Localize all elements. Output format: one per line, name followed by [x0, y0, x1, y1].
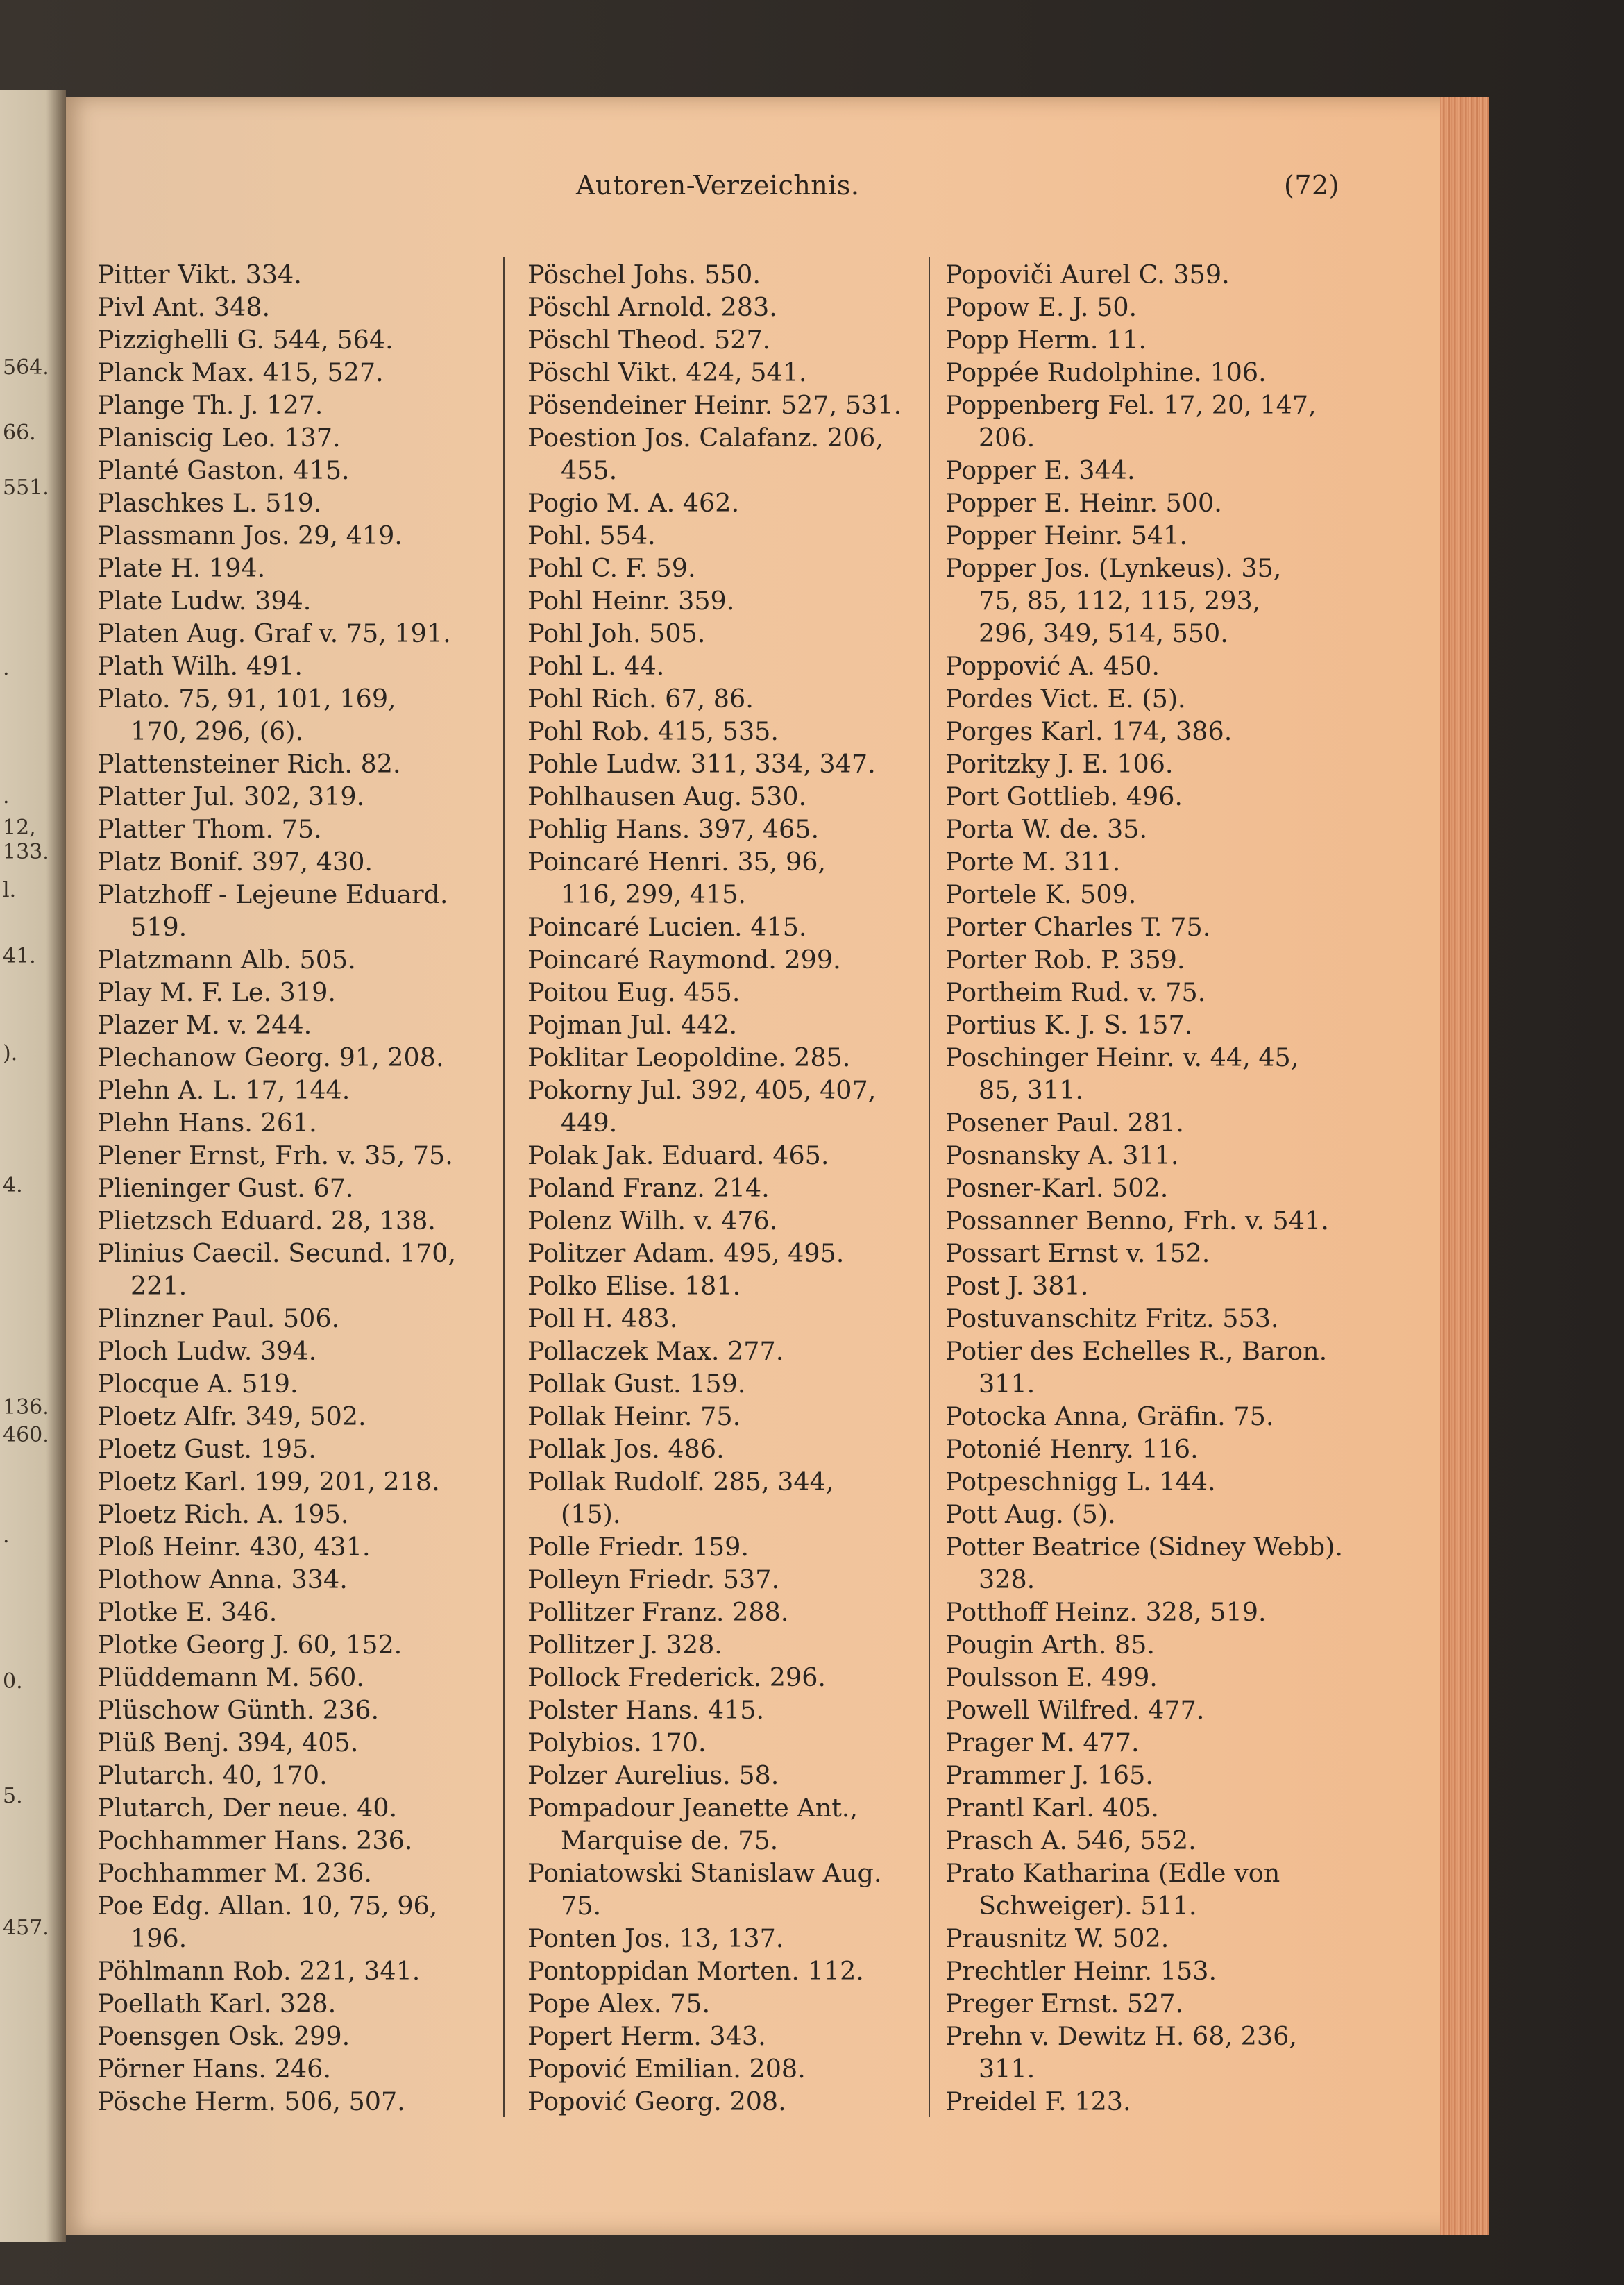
- index-entry: Pohle Ludw. 311, 334, 347.: [527, 749, 876, 779]
- index-entry: Poritzky J. E. 106.: [945, 749, 1174, 779]
- index-entry: Pohlhausen Aug. 530.: [527, 782, 807, 811]
- index-entry: Polster Hans. 415.: [527, 1695, 765, 1725]
- index-entry: Pohl L. 44.: [527, 651, 665, 681]
- index-entry: Planiscig Leo. 137.: [97, 423, 341, 453]
- index-entry: Plath Wilh. 491.: [97, 651, 303, 681]
- index-entry: Popper Jos. (Lynkeus). 35,: [945, 553, 1282, 583]
- index-entry: Planté Gaston. 415.: [97, 455, 350, 485]
- index-entry: Plener Ernst, Frh. v. 35, 75.: [97, 1140, 453, 1170]
- index-entry: Poniatowski Stanislaw Aug.: [527, 1858, 882, 1888]
- index-entry: Schweiger). 511.: [979, 1891, 1197, 1921]
- index-entry: Plaschkes L. 519.: [97, 488, 322, 518]
- index-entry: Ploetz Gust. 195.: [97, 1434, 316, 1464]
- index-entry: Popović Emilian. 208.: [527, 2054, 806, 2084]
- index-entry: Pollak Rudolf. 285, 344,: [527, 1467, 834, 1496]
- left-page-edge: [0, 90, 66, 2242]
- page-stack-edge: [1440, 97, 1489, 2235]
- index-column-1: [97, 258, 514, 2118]
- index-entry: Platz Bonif. 397, 430.: [97, 847, 373, 877]
- index-entry: Prantl Karl. 405.: [945, 1793, 1159, 1823]
- index-entry: 75, 85, 112, 115, 293,: [979, 586, 1261, 616]
- index-entry: Pörner Hans. 246.: [97, 2054, 331, 2084]
- left-page-fragment: 66.: [3, 421, 36, 445]
- index-entry: Platter Thom. 75.: [97, 814, 322, 844]
- index-entry: Pompadour Jeanette Ant.,: [527, 1793, 858, 1823]
- index-entry: Plato. 75, 91, 101, 169,: [97, 684, 396, 714]
- index-entry: Pohl Heinr. 359.: [527, 586, 735, 616]
- index-entry: Pope Alex. 75.: [527, 1989, 711, 2018]
- index-entry: Polleyn Friedr. 537.: [527, 1565, 780, 1594]
- index-entry: (15).: [561, 1499, 621, 1529]
- index-entry: Marquise de. 75.: [561, 1826, 779, 1855]
- index-entry: 85, 311.: [979, 1075, 1083, 1105]
- index-entry: Pott Aug. (5).: [945, 1499, 1116, 1529]
- index-entry: Polenz Wilh. v. 476.: [527, 1206, 778, 1236]
- index-entry: Play M. F. Le. 319.: [97, 977, 336, 1007]
- index-entry: Poulsson E. 499.: [945, 1662, 1158, 1692]
- index-entry: 206.: [979, 423, 1035, 453]
- index-entry: Pohl. 554.: [527, 521, 656, 550]
- index-entry: Pojman Jul. 442.: [527, 1010, 738, 1040]
- index-entry: Plinius Caecil. Secund. 170,: [97, 1238, 457, 1268]
- index-entry: Preidel F. 123.: [945, 2086, 1131, 2116]
- index-entry: Pösendeiner Heinr. 527, 531.: [527, 390, 902, 420]
- page-header: [0, 170, 1624, 205]
- index-entry: 75.: [561, 1891, 602, 1921]
- left-page-fragment: 551.: [3, 475, 49, 500]
- left-page-fragment: 460.: [3, 1423, 49, 1447]
- index-entry: Possart Ernst v. 152.: [945, 1238, 1210, 1268]
- index-entry: Plüddemann M. 560.: [97, 1662, 364, 1692]
- index-entry: Plüschow Günth. 236.: [97, 1695, 380, 1725]
- index-entry: Poppović A. 450.: [945, 651, 1160, 681]
- index-entry: Polak Jak. Eduard. 465.: [527, 1140, 829, 1170]
- index-entry: Porter Charles T. 75.: [945, 912, 1211, 942]
- page-title: Autoren-Verzeichnis.: [576, 170, 860, 201]
- index-entry: Popović Georg. 208.: [527, 2086, 786, 2116]
- index-entry: Poitou Eug. 455.: [527, 977, 741, 1007]
- index-entry: Plehn A. L. 17, 144.: [97, 1075, 350, 1105]
- index-entry: Ploch Ludw. 394.: [97, 1336, 317, 1366]
- index-entry: Pokorny Jul. 392, 405, 407,: [527, 1075, 877, 1105]
- index-entry: Pougin Arth. 85.: [945, 1630, 1155, 1660]
- index-entry: Popper Heinr. 541.: [945, 521, 1187, 550]
- index-entry: Poincaré Lucien. 415.: [527, 912, 807, 942]
- index-entry: Pöschl Arnold. 283.: [527, 292, 777, 322]
- index-entry: Pitter Vikt. 334.: [97, 260, 302, 289]
- index-entry: Portheim Rud. v. 75.: [945, 977, 1206, 1007]
- index-entry: Posener Paul. 281.: [945, 1108, 1184, 1138]
- index-entry: Poestion Jos. Calafanz. 206,: [527, 423, 883, 453]
- index-entry: Prager M. 477.: [945, 1728, 1140, 1757]
- left-page-fragment: 5.: [3, 1784, 23, 1808]
- index-entry: Platzhoff - Lejeune Eduard.: [97, 879, 448, 909]
- index-entry: 170, 296, (6).: [130, 716, 304, 746]
- index-entry: Pohlig Hans. 397, 465.: [527, 814, 820, 844]
- left-page-fragment: 0.: [3, 1669, 23, 1694]
- index-entry: Porte M. 311.: [945, 847, 1121, 877]
- index-entry: 116, 299, 415.: [561, 879, 747, 909]
- index-entry: Popert Herm. 343.: [527, 2021, 766, 2051]
- index-entry: Potter Beatrice (Sidney Webb).: [945, 1532, 1343, 1562]
- index-entry: Poppenberg Fel. 17, 20, 147,: [945, 390, 1317, 420]
- index-entry: Portele K. 509.: [945, 879, 1137, 909]
- index-entry: Plieninger Gust. 67.: [97, 1173, 354, 1203]
- index-entry: Pöschl Vikt. 424, 541.: [527, 357, 807, 387]
- index-entry: Plotke Georg J. 60, 152.: [97, 1630, 403, 1660]
- index-entry: Plate Ludw. 394.: [97, 586, 312, 616]
- index-entry: Postuvanschitz Fritz. 553.: [945, 1304, 1279, 1333]
- index-column-3: [945, 258, 1362, 2118]
- index-entry: Pochhammer M. 236.: [97, 1858, 372, 1888]
- index-entry: 311.: [979, 1369, 1035, 1399]
- index-entry: Plutarch. 40, 170.: [97, 1760, 328, 1790]
- index-entry: Potocka Anna, Gräfin. 75.: [945, 1401, 1274, 1431]
- index-entry: Pordes Vict. E. (5).: [945, 684, 1186, 714]
- index-entry: Plotke E. 346.: [97, 1597, 278, 1627]
- index-entry: Porges Karl. 174, 386.: [945, 716, 1233, 746]
- index-entry: Plange Th. J. 127.: [97, 390, 323, 420]
- index-entry: Pollitzer Franz. 288.: [527, 1597, 789, 1627]
- index-entry: Ploetz Alfr. 349, 502.: [97, 1401, 366, 1431]
- index-entry: Pohl C. F. 59.: [527, 553, 696, 583]
- left-page-fragment: .: [3, 784, 10, 809]
- index-entry: Prasch A. 546, 552.: [945, 1826, 1196, 1855]
- index-entry: Prechtler Heinr. 153.: [945, 1956, 1217, 1986]
- index-entry: Poll H. 483.: [527, 1304, 678, 1333]
- index-entry: 328.: [979, 1565, 1035, 1594]
- index-entry: Popp Herm. 11.: [945, 325, 1147, 355]
- index-entry: Pollitzer J. 328.: [527, 1630, 722, 1660]
- index-entry: Pöhlmann Rob. 221, 341.: [97, 1956, 421, 1986]
- index-entry: Plinzner Paul. 506.: [97, 1304, 340, 1333]
- index-entry: Potier des Echelles R., Baron.: [945, 1336, 1328, 1366]
- index-entry: Plüß Benj. 394, 405.: [97, 1728, 359, 1757]
- index-entry: Powell Wilfred. 477.: [945, 1695, 1205, 1725]
- index-entry: 455.: [561, 455, 618, 485]
- index-entry: Pontoppidan Morten. 112.: [527, 1956, 864, 1986]
- index-entry: Pivl Ant. 348.: [97, 292, 271, 322]
- index-entry: Pollaczek Max. 277.: [527, 1336, 784, 1366]
- index-entry: 196.: [130, 1923, 187, 1953]
- index-entry: Polle Friedr. 159.: [527, 1532, 749, 1562]
- index-entry: Poellath Karl. 328.: [97, 1989, 337, 2018]
- index-entry: Plazer M. v. 244.: [97, 1010, 312, 1040]
- left-page-fragment: ).: [3, 1041, 18, 1065]
- index-entry: Pöschl Theod. 527.: [527, 325, 771, 355]
- index-entry: Pochhammer Hans. 236.: [97, 1826, 413, 1855]
- index-entry: Potpeschnigg L. 144.: [945, 1467, 1216, 1496]
- index-entry: Platen Aug. Graf v. 75, 191.: [97, 618, 451, 648]
- index-entry: Popow E. J. 50.: [945, 292, 1137, 322]
- index-entry: Prehn v. Dewitz H. 68, 236,: [945, 2021, 1297, 2051]
- left-page-fragment: 457.: [3, 1916, 49, 1940]
- index-entry: Ploetz Karl. 199, 201, 218.: [97, 1467, 440, 1496]
- index-entry: Ploetz Rich. A. 195.: [97, 1499, 349, 1529]
- index-entry: Post J. 381.: [945, 1271, 1089, 1301]
- index-entry: Poschinger Heinr. v. 44, 45,: [945, 1043, 1299, 1072]
- left-page-fragment: .: [3, 656, 10, 680]
- left-page-fragment: 12, 133.: [3, 816, 49, 864]
- index-entry: Platzmann Alb. 505.: [97, 945, 356, 975]
- index-entry: Plassmann Jos. 29, 419.: [97, 521, 403, 550]
- index-entry: Pizzighelli G. 544, 564.: [97, 325, 394, 355]
- index-entry: Pollak Jos. 486.: [527, 1434, 725, 1464]
- index-entry: Port Gottlieb. 496.: [945, 782, 1183, 811]
- index-entry: Plechanow Georg. 91, 208.: [97, 1043, 444, 1072]
- index-entry: Popper E. Heinr. 500.: [945, 488, 1222, 518]
- index-entry: Planck Max. 415, 527.: [97, 357, 384, 387]
- index-entry: Polko Elise. 181.: [527, 1271, 741, 1301]
- index-entry: Pohl Rich. 67, 86.: [527, 684, 754, 714]
- index-entry: 296, 349, 514, 550.: [979, 618, 1228, 648]
- index-entry: Polzer Aurelius. 58.: [527, 1760, 779, 1790]
- index-entry: Possanner Benno, Frh. v. 541.: [945, 1206, 1329, 1236]
- index-entry: Pöschel Johs. 550.: [527, 260, 761, 289]
- index-entry: 311.: [979, 2054, 1035, 2084]
- index-entry: Plehn Hans. 261.: [97, 1108, 317, 1138]
- index-entry: Politzer Adam. 495, 495.: [527, 1238, 845, 1268]
- index-entry: Porta W. de. 35.: [945, 814, 1148, 844]
- index-entry: Pollak Heinr. 75.: [527, 1401, 741, 1431]
- index-entry: Plate H. 194.: [97, 553, 266, 583]
- index-entry: Posner-Karl. 502.: [945, 1173, 1169, 1203]
- index-entry: Plutarch, Der neue. 40.: [97, 1793, 398, 1823]
- index-entry: Preger Ernst. 527.: [945, 1989, 1184, 2018]
- index-entry: Platter Jul. 302, 319.: [97, 782, 365, 811]
- index-entry: Plocque A. 519.: [97, 1369, 298, 1399]
- index-entry: Polybios. 170.: [527, 1728, 707, 1757]
- index-entry: Popper E. 344.: [945, 455, 1135, 485]
- index-entry: Pohl Rob. 415, 535.: [527, 716, 779, 746]
- index-entry: Portius K. J. S. 157.: [945, 1010, 1193, 1040]
- index-entry: Pollock Frederick. 296.: [527, 1662, 827, 1692]
- index-entry: Popoviči Aurel C. 359.: [945, 260, 1230, 289]
- index-entry: Plattensteiner Rich. 82.: [97, 749, 401, 779]
- page-number: (72): [1284, 170, 1340, 201]
- index-entry: Plietzsch Eduard. 28, 138.: [97, 1206, 436, 1236]
- left-page-fragment: 564.: [3, 355, 49, 380]
- index-entry: Poincaré Raymond. 299.: [527, 945, 841, 975]
- left-page-fragment: l.: [3, 878, 17, 902]
- index-entry: Poppée Rudolphine. 106.: [945, 357, 1267, 387]
- index-entry: Pohl Joh. 505.: [527, 618, 706, 648]
- index-entry: Prato Katharina (Edle von: [945, 1858, 1280, 1888]
- index-column-2: [527, 258, 944, 2118]
- index-entry: Poland Franz. 214.: [527, 1173, 770, 1203]
- index-entry: Posnansky A. 311.: [945, 1140, 1179, 1170]
- left-page-fragment: .: [3, 1524, 10, 1548]
- index-entry: 519.: [130, 912, 187, 942]
- index-entry: Pollak Gust. 159.: [527, 1369, 746, 1399]
- left-page-fragment: 136.: [3, 1395, 49, 1419]
- left-page-fragment: 4.: [3, 1173, 23, 1197]
- index-entry: Potthoff Heinz. 328, 519.: [945, 1597, 1267, 1627]
- index-entry: Ponten Jos. 13, 137.: [527, 1923, 784, 1953]
- index-entry: Prausnitz W. 502.: [945, 1923, 1169, 1953]
- index-entry: Pogio M. A. 462.: [527, 488, 740, 518]
- index-entry: 221.: [130, 1271, 187, 1301]
- index-entry: Porter Rob. P. 359.: [945, 945, 1185, 975]
- index-entry: Poincaré Henri. 35, 96,: [527, 847, 827, 877]
- index-entry: Ploß Heinr. 430, 431.: [97, 1532, 371, 1562]
- index-entry: Prammer J. 165.: [945, 1760, 1153, 1790]
- index-entry: Poklitar Leopoldine. 285.: [527, 1043, 851, 1072]
- index-entry: Potonié Henry. 116.: [945, 1434, 1199, 1464]
- index-entry: Plothow Anna. 334.: [97, 1565, 348, 1594]
- index-entry: Poensgen Osk. 299.: [97, 2021, 350, 2051]
- left-page-fragment: 41.: [3, 944, 36, 968]
- index-entry: Pösche Herm. 506, 507.: [97, 2086, 405, 2116]
- index-entry: 449.: [561, 1108, 618, 1138]
- index-entry: Poe Edg. Allan. 10, 75, 96,: [97, 1891, 438, 1921]
